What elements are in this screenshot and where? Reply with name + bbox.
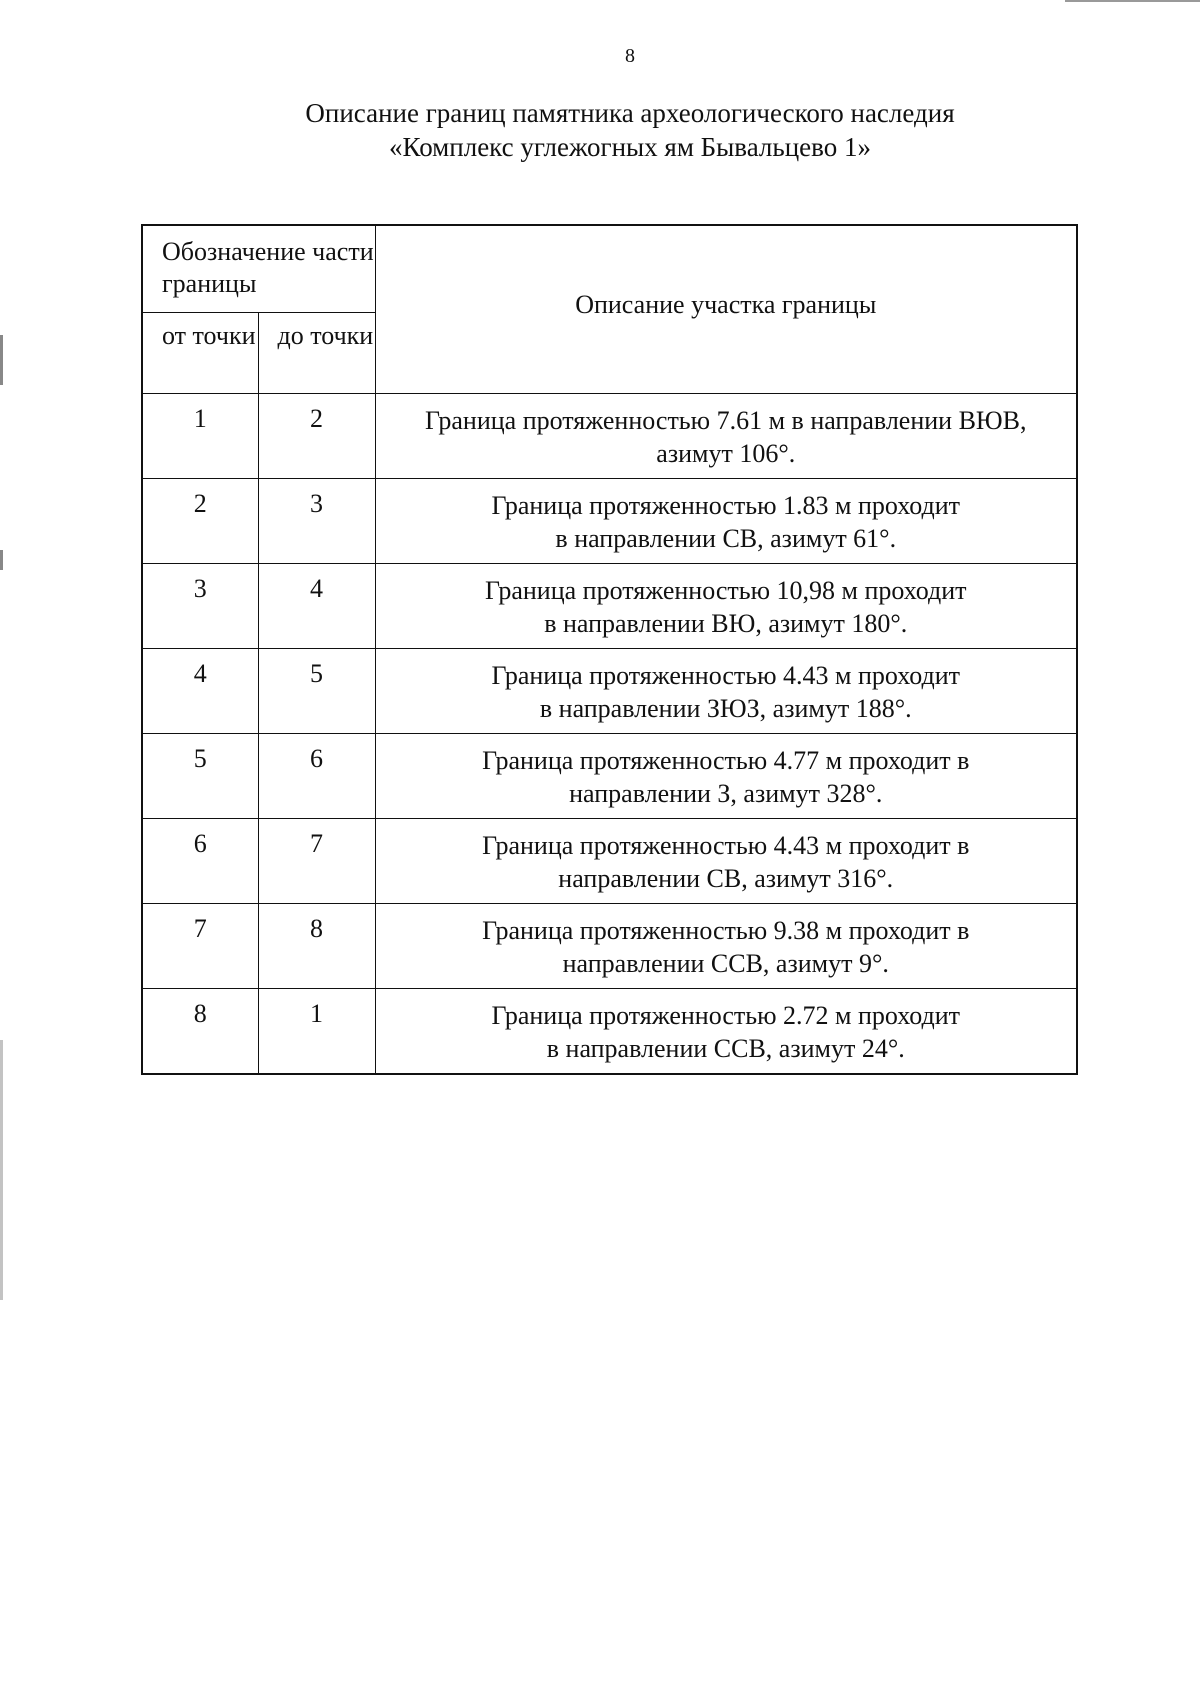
scan-margin-mark: [0, 550, 3, 570]
to-point-cell: 7: [258, 819, 375, 904]
description-line-1: Граница протяженностью 9.38 м проходит в: [482, 916, 970, 945]
table-header-row: [142, 225, 1077, 313]
description-line-2: направлении СВ, азимут 316°.: [558, 864, 894, 893]
description-line-2: в направлении ЗЮЗ, азимут 188°.: [539, 694, 912, 723]
description-line-2: в направлении ССВ, азимут 24°.: [546, 1034, 905, 1063]
title-line-2: «Комплекс углежогных ям Бывальцево 1»: [389, 132, 871, 162]
table-row: [142, 819, 1077, 904]
to-point-cell: 6: [258, 734, 375, 819]
description-line-1: Граница протяженностью 1.83 м проходит: [491, 491, 961, 520]
header-to-point: до точки: [258, 313, 375, 394]
to-point-cell: 8: [258, 904, 375, 989]
from-point-cell: 6: [142, 819, 258, 904]
scan-margin-mark: [0, 335, 3, 385]
table-row: [142, 904, 1077, 989]
description-cell: [375, 649, 1077, 734]
to-point-cell: 4: [258, 564, 375, 649]
table-row: [142, 479, 1077, 564]
from-point-cell: 5: [142, 734, 258, 819]
description-cell: [375, 904, 1077, 989]
description-line-1: Граница протяженностью 4.43 м проходит: [491, 661, 961, 690]
table-body: [142, 394, 1077, 1075]
table-row: [142, 734, 1077, 819]
from-point-cell: 8: [142, 989, 258, 1075]
description-cell: [375, 819, 1077, 904]
from-point-cell: 3: [142, 564, 258, 649]
description-line-2: направлении З, азимут 328°.: [569, 779, 883, 808]
title-line-1: Описание границ памятника археологического наследия: [305, 98, 955, 128]
to-point-cell: 1: [258, 989, 375, 1075]
document-title: [0, 96, 1200, 164]
description-line-1: Граница протяженностью 4.43 м проходит в: [482, 831, 970, 860]
scan-margin-mark: [0, 1040, 3, 1300]
to-point-cell: 3: [258, 479, 375, 564]
from-point-cell: 7: [142, 904, 258, 989]
description-cell: [375, 479, 1077, 564]
from-point-cell: 1: [142, 394, 258, 479]
boundary-table: [141, 224, 1078, 1075]
header-description: Описание участка границы: [375, 225, 1077, 394]
to-point-cell: 2: [258, 394, 375, 479]
description-line-2: направлении ССВ, азимут 9°.: [562, 949, 889, 978]
description-line-2: в направлении ВЮ, азимут 180°.: [544, 609, 908, 638]
description-cell: [375, 734, 1077, 819]
table-row: [142, 649, 1077, 734]
description-line-1: Граница протяженностью 7.61 м в направлении ВЮВ,: [425, 406, 1027, 435]
table-row: [142, 394, 1077, 479]
description-line-1: Граница протяженностью 2.72 м проходит: [491, 1001, 961, 1030]
description-cell: [375, 394, 1077, 479]
page-number: 8: [625, 45, 635, 67]
header-boundary-part: Обозначение части границы: [142, 225, 375, 313]
header-from-point: от точки: [142, 313, 258, 394]
description-line-2: в направлении СВ, азимут 61°.: [555, 524, 897, 553]
table-row: [142, 564, 1077, 649]
from-point-cell: 4: [142, 649, 258, 734]
description-line-1: Граница протяженностью 10,98 м проходит: [484, 576, 967, 605]
description-cell: [375, 989, 1077, 1075]
from-point-cell: 2: [142, 479, 258, 564]
to-point-cell: 5: [258, 649, 375, 734]
description-cell: [375, 564, 1077, 649]
table-row: [142, 989, 1077, 1075]
scan-edge-rule: [1065, 0, 1200, 2]
description-line-2: азимут 106°.: [656, 439, 796, 468]
description-line-1: Граница протяженностью 4.77 м проходит в: [482, 746, 970, 775]
